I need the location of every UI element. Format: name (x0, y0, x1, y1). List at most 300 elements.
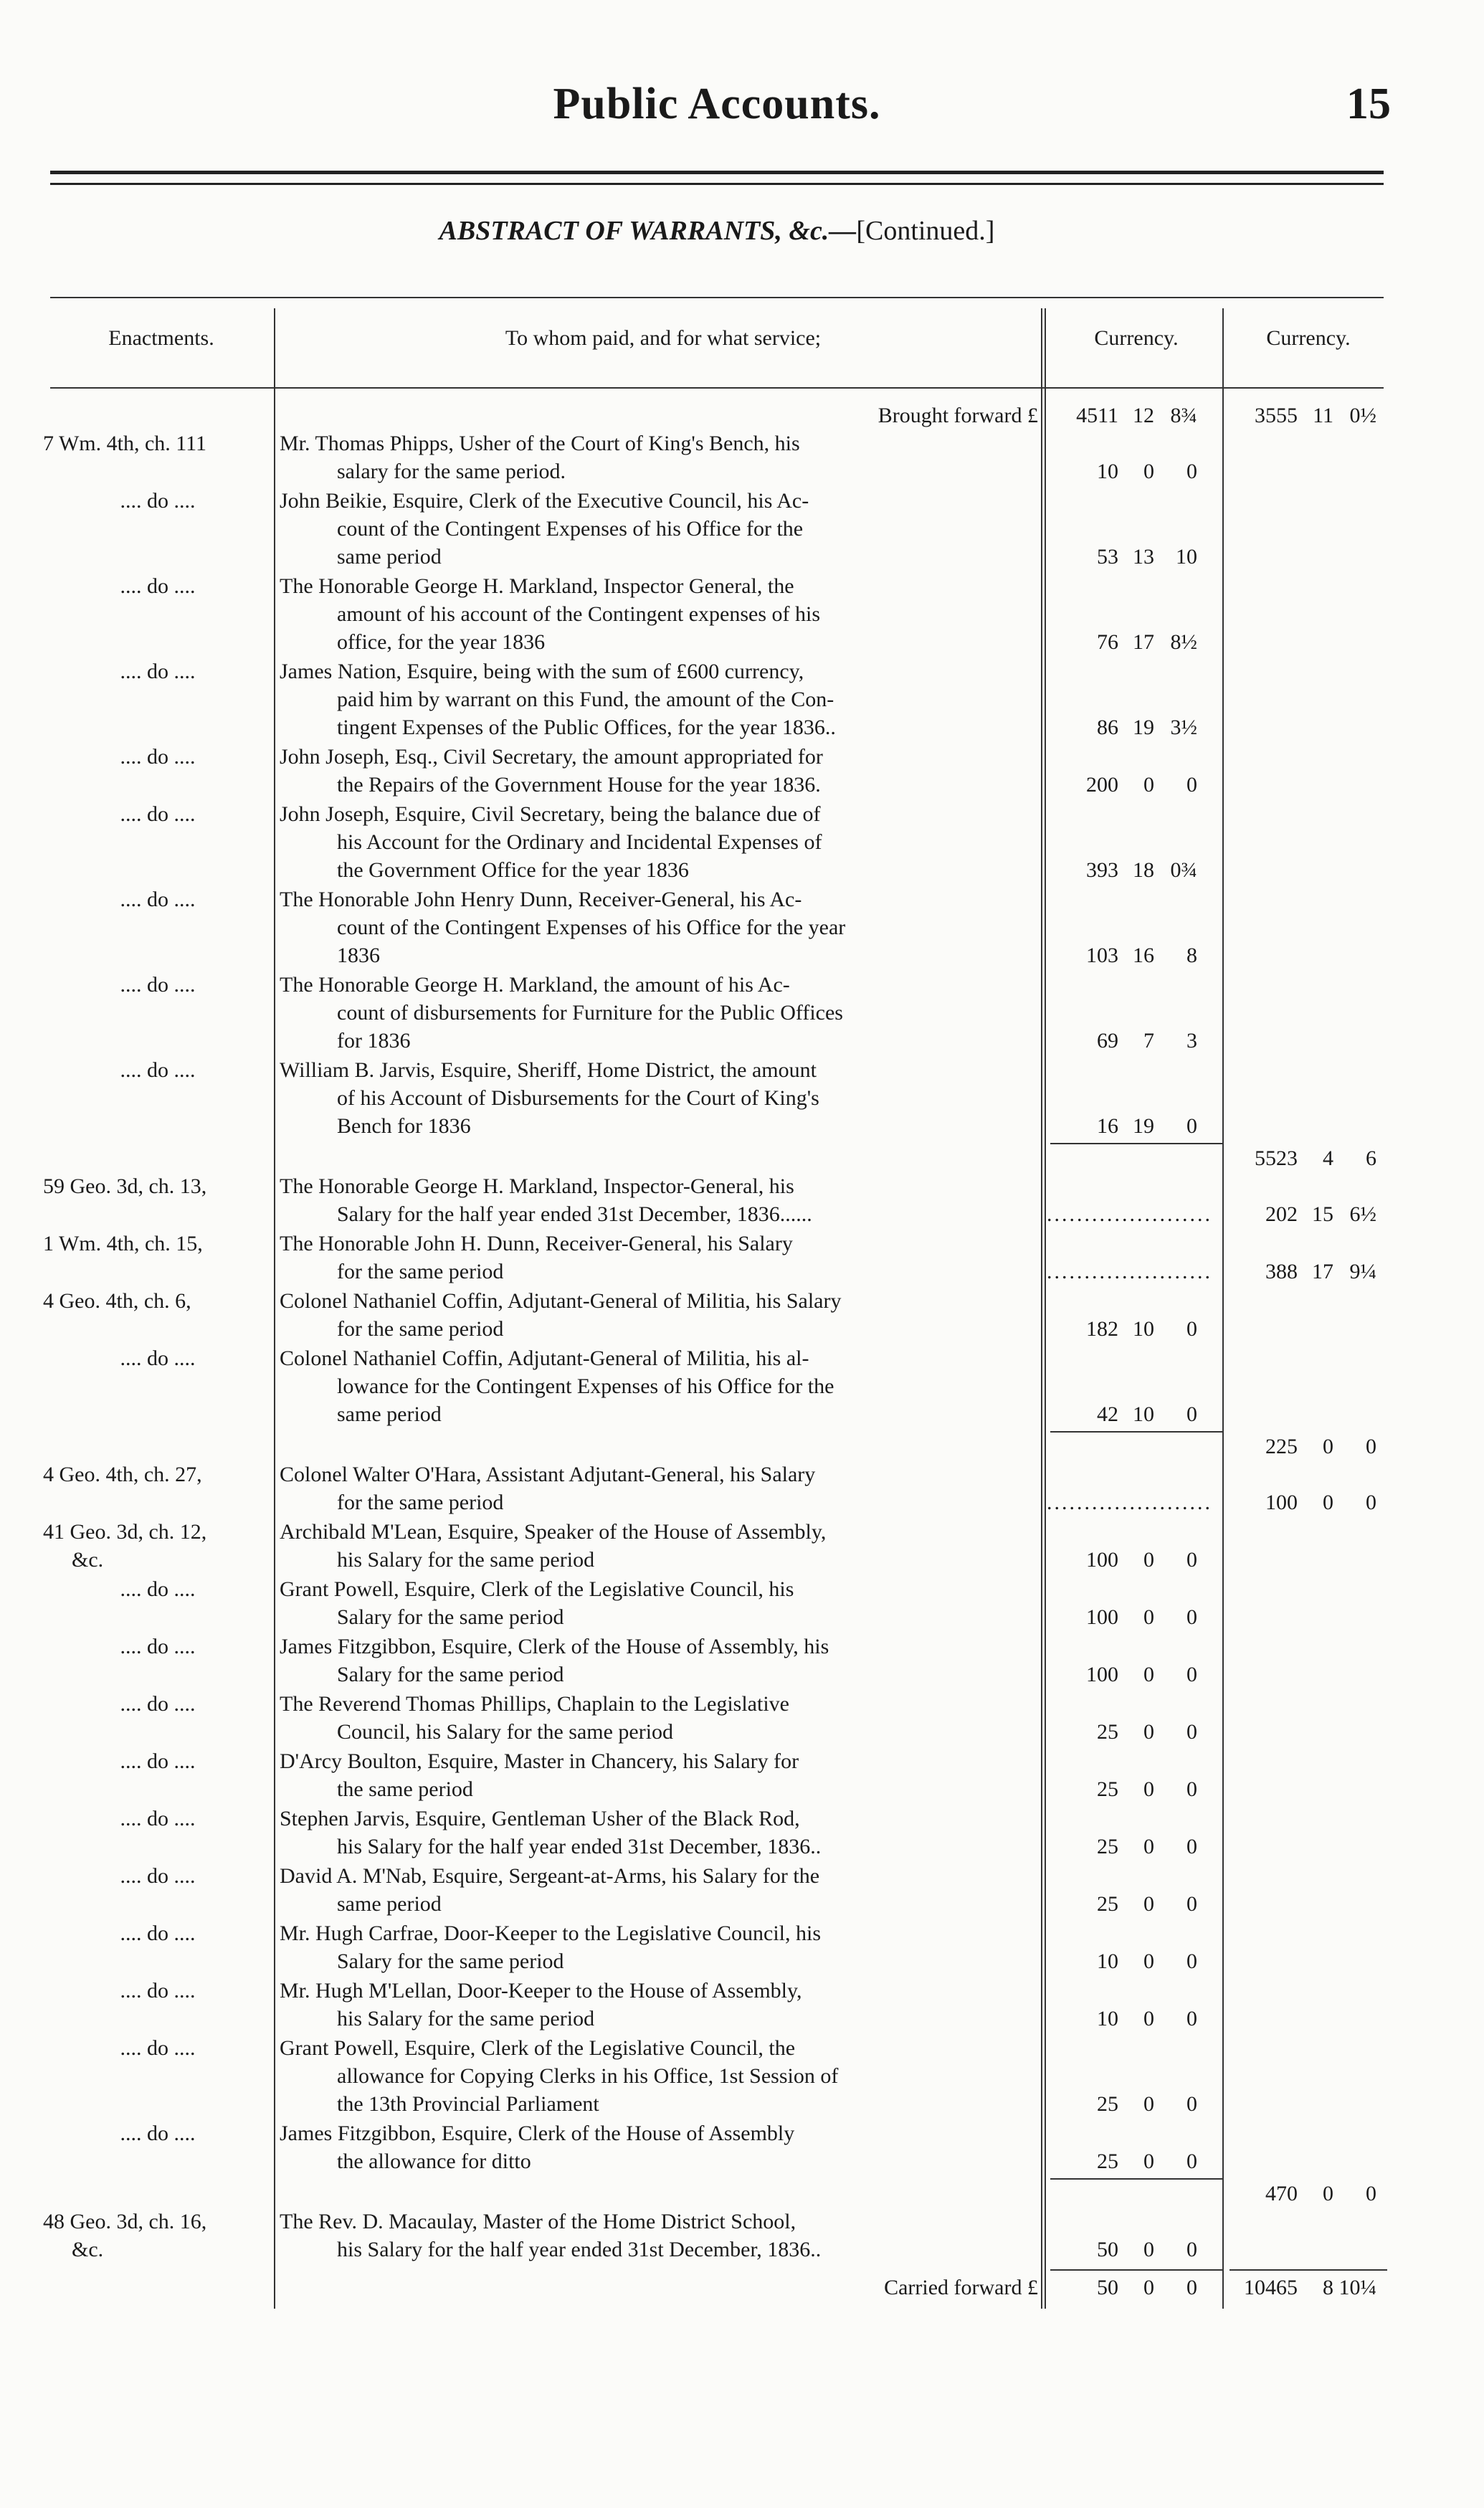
amount-pounds: 10465 (1244, 2276, 1298, 2299)
description-line: The Honorable John Henry Dunn, Receiver-General, his Ac- (280, 888, 802, 911)
amount (1226, 2276, 1376, 2299)
description-line: The Honorable George H. Markland, the amount of his Ac- (280, 973, 790, 997)
amount-shillings: 13 (1133, 545, 1154, 569)
amount-pence: 9¼ (1349, 1260, 1376, 1283)
entry-description (280, 1172, 1038, 1228)
amount-currency-1 (1047, 1603, 1219, 1631)
description-line: same period (337, 1892, 442, 1916)
amount-pence: 0 (1186, 2150, 1197, 2173)
column-rule-desc-a (1041, 308, 1042, 2309)
description-line: the same period (337, 1777, 473, 1801)
amount-pounds: 3555 (1255, 404, 1298, 427)
amount (1047, 1949, 1197, 1973)
amount (1047, 1835, 1197, 1858)
description-line: D'Arcy Boulton, Esquire, Master in Chancery, his Salary for (280, 1749, 799, 1773)
description-line: allowance for Copying Clerks in his Office, 1st Session of (337, 2064, 839, 2088)
description-line: Grant Powell, Esquire, Clerk of the Legislative Council, his (280, 1577, 794, 1601)
amount-pence: 8½ (1170, 630, 1197, 654)
description-line: Salary for the same period (337, 1663, 564, 1686)
amount-pounds: 10 (1097, 2007, 1118, 2030)
amount-shillings: 0 (1143, 1605, 1154, 1629)
description-line: his Salary for the same period (337, 2007, 595, 2030)
amount-pence: 0 (1186, 1720, 1197, 1744)
amount-currency-2 (1226, 1488, 1391, 1516)
amount-shillings: 11 (1313, 404, 1333, 427)
amount (1047, 716, 1197, 739)
subtotal-rule (1050, 1143, 1222, 1144)
amount-shillings: 0 (1143, 2238, 1154, 2261)
description-line: Stephen Jarvis, Esquire, Gentleman Usher of the Black Rod, (280, 1807, 800, 1830)
amount-currency-1 (1047, 856, 1219, 884)
amount-placeholder-dots: ...................... (1047, 1260, 1212, 1283)
amount-currency-1 (1047, 1661, 1219, 1688)
column-header-currency1: Currency. (1094, 326, 1179, 350)
entry-description (280, 1287, 1038, 1343)
amount-shillings: 0 (1143, 1835, 1154, 1858)
entry-description (280, 1862, 1038, 1918)
brought-forward-amount-1 (1047, 402, 1219, 429)
amount-shillings: 0 (1143, 1720, 1154, 1744)
description-line: The Reverend Thomas Phillips, Chaplain to the Legislative (280, 1692, 789, 1716)
description-line: same period (337, 1402, 442, 1426)
amount (1047, 858, 1197, 882)
amount-pounds: 53 (1097, 545, 1118, 569)
description-line: the 13th Provincial Parliament (337, 2092, 599, 2116)
amount-pounds: 10 (1097, 1949, 1118, 1973)
amount-pounds: 225 (1265, 1435, 1298, 1458)
amount-shillings: 0 (1143, 1548, 1154, 1572)
amount-pounds: 5523 (1255, 1146, 1298, 1170)
amount-shillings: 0 (1323, 1491, 1333, 1514)
amount-currency-1 (1047, 1400, 1219, 1428)
amount-currency-1 (1047, 457, 1219, 485)
amount-shillings: 19 (1133, 716, 1154, 739)
section-title-continued: [Continued.] (856, 216, 995, 246)
amount-pence: 10¼ (1338, 2276, 1376, 2299)
description-line: for the same period (337, 1491, 504, 1514)
amount-pounds: 200 (1086, 773, 1118, 797)
amount-pence: 0½ (1349, 404, 1376, 427)
enactment-reference-cont: &c. (72, 1548, 104, 1572)
entry-description (280, 800, 1038, 884)
amount-pounds: 4511 (1076, 404, 1118, 427)
description-line: count of disbursements for Furniture for the Public Offices (337, 1001, 843, 1025)
description-line: his Salary for the same period (337, 1548, 595, 1572)
amount-pence: 0 (1186, 1663, 1197, 1686)
entry-description (280, 1977, 1038, 2033)
amount-pounds: 16 (1097, 1114, 1118, 1138)
amount-pounds: 202 (1265, 1202, 1298, 1226)
amount-currency-1 (1047, 1833, 1219, 1861)
amount (1047, 773, 1197, 797)
enactment-reference: 59 Geo. 3d, ch. 13, (43, 1174, 207, 1198)
page-title: Public Accounts. (553, 80, 881, 128)
amount-pence: 0 (1186, 2092, 1197, 2116)
column-rule-desc-b (1045, 308, 1046, 2309)
amount-pounds: 393 (1086, 858, 1118, 882)
subtotal-amount (1226, 2180, 1391, 2208)
enactment-ditto: .... do .... (120, 2036, 196, 2060)
amount-shillings: 15 (1312, 1202, 1333, 1226)
amount (1226, 2182, 1376, 2205)
amount-currency-1 (1047, 2090, 1219, 2118)
amount-pence: 0 (1186, 1777, 1197, 1801)
amount-shillings: 0 (1143, 2276, 1154, 2299)
amount-shillings: 0 (1143, 1949, 1154, 1973)
amount-shillings: 10 (1133, 1402, 1154, 1426)
amount-currency-1 (1047, 1718, 1219, 1746)
description-line: William B. Jarvis, Esquire, Sheriff, Home District, the amount (280, 1058, 817, 1082)
amount-currency-1 (1047, 1546, 1219, 1574)
amount-shillings: 19 (1133, 1114, 1154, 1138)
subtotal-amount (1226, 1433, 1391, 1460)
amount (1226, 1491, 1376, 1514)
amount-pence: 0 (1186, 1402, 1197, 1426)
column-rule-enact (274, 308, 275, 2309)
amount-shillings: 0 (1143, 2150, 1154, 2173)
column-header-currency2: Currency. (1266, 326, 1351, 350)
enactment-reference: 4 Geo. 4th, ch. 27, (43, 1463, 202, 1486)
enactment-ditto: .... do .... (120, 1807, 196, 1830)
amount-placeholder-dots: ...................... (1047, 1202, 1212, 1226)
description-line: Bench for 1836 (337, 1114, 471, 1138)
amount (1047, 1663, 1197, 1686)
description-line: amount of his account of the Contingent expenses of his (337, 602, 821, 626)
description-line: The Honorable George H. Markland, Inspector General, the (280, 574, 794, 598)
amount-shillings: 0 (1143, 1892, 1154, 1916)
carried-rule-1 (1050, 2269, 1222, 2271)
amount (1047, 944, 1197, 967)
amount-pounds: 10 (1097, 460, 1118, 483)
header-rule (50, 171, 1384, 185)
entry-description (280, 487, 1038, 571)
amount-currency-2 (1226, 1200, 1391, 1228)
enactment-ditto: .... do .... (120, 1922, 196, 1945)
amount-shillings: 4 (1323, 1146, 1333, 1170)
amount-currency-2 (1226, 1258, 1391, 1286)
entry-description (280, 429, 1038, 485)
description-line: the Government Office for the year 1836 (337, 858, 689, 882)
amount-pounds: 50 (1097, 2276, 1118, 2299)
description-line: John Beikie, Esquire, Clerk of the Executive Council, his Ac- (280, 489, 809, 513)
amount-shillings: 0 (1143, 460, 1154, 483)
amount-pounds: 25 (1097, 1777, 1118, 1801)
description-line: Archibald M'Lean, Esquire, Speaker of the House of Assembly, (280, 1520, 827, 1544)
description-line: James Fitzgibbon, Esquire, Clerk of the House of Assembly (280, 2122, 795, 2145)
carried-forward-amount-1 (1047, 2274, 1219, 2302)
enactment-ditto: .... do .... (120, 1346, 196, 1370)
description-line: The Rev. D. Macaulay, Master of the Home District School, (280, 2210, 796, 2233)
description-line: count of the Contingent Expenses of his Office for the (337, 517, 804, 541)
entry-description (280, 1230, 1038, 1286)
description-line: Council, his Salary for the same period (337, 1720, 674, 1744)
subtotal-rule (1050, 1431, 1222, 1433)
enactment-reference: 1 Wm. 4th, ch. 15, (43, 1232, 203, 1255)
amount-shillings: 7 (1143, 1029, 1154, 1053)
description-line: James Fitzgibbon, Esquire, Clerk of the House of Assembly, his (280, 1635, 829, 1658)
column-rule-amt (1222, 308, 1224, 2309)
description-line: James Nation, Esquire, being with the sum of £600 currency, (280, 660, 804, 683)
amount-pence: 0 (1186, 773, 1197, 797)
amount-shillings: 0 (1143, 1777, 1154, 1801)
amount-shillings: 17 (1312, 1260, 1333, 1283)
amount-currency-1 (1047, 1890, 1219, 1918)
amount (1047, 545, 1197, 569)
page-header (43, 79, 1391, 136)
section-title-main: ABSTRACT OF WARRANTS, &c.— (439, 216, 857, 246)
amount-pence: 0 (1186, 460, 1197, 483)
amount-shillings: 0 (1143, 1663, 1154, 1686)
amount-currency-1 (1047, 2236, 1219, 2264)
enactment-ditto: .... do .... (120, 660, 196, 683)
amount-pounds: 86 (1097, 716, 1118, 739)
amount-currency-1 (1047, 1947, 1219, 1975)
enactment-ditto: .... do .... (120, 888, 196, 911)
description-line: John Joseph, Esquire, Civil Secretary, being the balance due of (280, 802, 821, 826)
entry-description (280, 1344, 1038, 1428)
carried-rule-2 (1229, 2269, 1387, 2271)
amount (1047, 1029, 1197, 1053)
amount-currency-1 (1047, 543, 1219, 571)
description-line: The Honorable John H. Dunn, Receiver-General, his Salary (280, 1232, 793, 1255)
amount-pounds: 76 (1097, 630, 1118, 654)
description-line: paid him by warrant on this Fund, the amount of the Con- (337, 688, 834, 711)
description-line: Mr. Hugh M'Lellan, Door-Keeper to the House of Assembly, (280, 1979, 802, 2003)
amount-pence: 0 (1186, 2007, 1197, 2030)
amount-pence: 0 (1186, 2276, 1197, 2299)
entry-description (280, 1518, 1038, 1574)
description-line: his Salary for the half year ended 31st December, 1836.. (337, 2238, 822, 2261)
description-line: Colonel Walter O'Hara, Assistant Adjutant-General, his Salary (280, 1463, 816, 1486)
amount (1047, 2276, 1197, 2299)
enactment-ditto: .... do .... (120, 1577, 196, 1601)
enactment-reference: 4 Geo. 4th, ch. 6, (43, 1289, 191, 1313)
amount (1047, 1777, 1197, 1801)
amount-shillings: 18 (1133, 858, 1154, 882)
description-line: Mr. Hugh Carfrae, Door-Keeper to the Legislative Council, his (280, 1922, 822, 1945)
entry-description (280, 743, 1038, 799)
amount-currency-1 (1047, 1315, 1219, 1343)
entry-description (280, 1056, 1038, 1140)
amount-pence: 0 (1186, 1317, 1197, 1341)
amount-pounds: 25 (1097, 2150, 1118, 2173)
table-top-rule (50, 297, 1384, 298)
column-header-description: To whom paid, and for what service; (505, 326, 822, 350)
amount-shillings: 0 (1323, 2182, 1333, 2205)
amount (1226, 404, 1376, 427)
enactment-ditto: .... do .... (120, 973, 196, 997)
entry-description (280, 1633, 1038, 1688)
amount (1047, 2092, 1197, 2116)
amount-currency-1 (1047, 1027, 1219, 1055)
description-line: office, for the year 1836 (337, 630, 546, 654)
description-line: the Repairs of the Government House for the year 1836. (337, 773, 821, 797)
amount-pounds: 25 (1097, 2092, 1118, 2116)
enactment-ditto: .... do .... (120, 802, 196, 826)
amount-pence: 0 (1186, 2238, 1197, 2261)
amount-pence: 0¾ (1170, 858, 1197, 882)
amount (1226, 1146, 1376, 1170)
enactment-ditto: .... do .... (120, 574, 196, 598)
amount-pounds: 25 (1097, 1720, 1118, 1744)
amount-shillings: 17 (1133, 630, 1154, 654)
amount (1047, 2238, 1197, 2261)
entry-description (280, 885, 1038, 969)
entry-description (280, 2034, 1038, 2118)
amount-pence: 3½ (1170, 716, 1197, 739)
enactment-reference: 41 Geo. 3d, ch. 12, (43, 1520, 207, 1544)
amount-pence: 0 (1366, 1491, 1376, 1514)
amount-currency-1 (1047, 713, 1219, 741)
enactment-ditto: .... do .... (120, 1635, 196, 1658)
amount-shillings: 0 (1143, 773, 1154, 797)
amount (1047, 1605, 1197, 1629)
amount-pence: 0 (1186, 1949, 1197, 1973)
amount-pounds: 470 (1265, 2182, 1298, 2205)
amount-shillings: 0 (1143, 2007, 1154, 2030)
amount-currency-1 (1047, 2005, 1219, 2033)
amount-pounds: 100 (1265, 1491, 1298, 1514)
amount-currency-1 (1047, 941, 1219, 969)
description-line: Salary for the half year ended 31st December, 1836...... (337, 1202, 812, 1226)
amount (1047, 1402, 1197, 1426)
description-line: tingent Expenses of the Public Offices, for the year 1836.. (337, 716, 836, 739)
description-line: Salary for the same period (337, 1949, 564, 1973)
entry-description (280, 2119, 1038, 2175)
amount-currency-1 (1047, 2147, 1219, 2175)
amount (1047, 404, 1197, 427)
amount (1047, 1892, 1197, 1916)
description-line: same period (337, 545, 442, 569)
description-line: lowance for the Contingent Expenses of his Office for the (337, 1374, 834, 1398)
description-line: Colonel Nathaniel Coffin, Adjutant-General of Militia, his al- (280, 1346, 809, 1370)
page-number: 15 (1346, 80, 1391, 128)
column-header-enactments: Enactments. (108, 326, 214, 350)
amount-placeholder-dots: ...................... (1047, 1491, 1212, 1514)
amount-pounds: 25 (1097, 1892, 1118, 1916)
enactment-ditto: .... do .... (120, 1058, 196, 1082)
subtotal-amount (1226, 1144, 1391, 1172)
enactment-ditto: .... do .... (120, 489, 196, 513)
description-line: for the same period (337, 1317, 504, 1341)
enactment-ditto: .... do .... (120, 745, 196, 769)
description-line: Colonel Nathaniel Coffin, Adjutant-General of Militia, his Salary (280, 1289, 842, 1313)
amount-pence: 0 (1186, 1605, 1197, 1629)
amount-currency-1 (1047, 771, 1219, 799)
amount-shillings: 0 (1323, 1435, 1333, 1458)
amount-pounds: 42 (1097, 1402, 1118, 1426)
amount-pounds: 50 (1097, 2238, 1118, 2261)
amount-currency-1 (1047, 1775, 1219, 1803)
amount-pence: 0 (1366, 2182, 1376, 2205)
enactment-ditto: .... do .... (120, 1864, 196, 1888)
amount-pence: 8¾ (1170, 404, 1197, 427)
entry-description (280, 1690, 1038, 1746)
amount (1047, 2150, 1197, 2173)
entry-description (280, 1919, 1038, 1975)
enactment-ditto: .... do .... (120, 2122, 196, 2145)
amount (1226, 1260, 1376, 1283)
amount (1047, 1114, 1197, 1138)
amount-currency-1 (1047, 628, 1219, 656)
description-line: count of the Contingent Expenses of his Office for the year (337, 916, 846, 939)
description-line: salary for the same period. (337, 460, 566, 483)
amount-pounds: 182 (1086, 1317, 1118, 1341)
amount-pounds: 25 (1097, 1835, 1118, 1858)
amount (1047, 630, 1197, 654)
amount-pence: 0 (1366, 1435, 1376, 1458)
description-line: Salary for the same period (337, 1605, 564, 1629)
description-line: 1836 (337, 944, 380, 967)
amount (1047, 1720, 1197, 1744)
amount-pounds: 100 (1086, 1548, 1118, 1572)
entry-description (280, 2208, 1038, 2264)
amount-pounds: 69 (1097, 1029, 1118, 1053)
amount-pounds: 388 (1265, 1260, 1298, 1283)
entry-description (280, 971, 1038, 1055)
amount-pence: 6½ (1349, 1202, 1376, 1226)
description-line: of his Account of Disbursements for the Court of King's (337, 1086, 819, 1110)
amount-pounds: 100 (1086, 1663, 1118, 1686)
description-line: his Account for the Ordinary and Incidental Expenses of (337, 830, 822, 854)
amount-pounds: 100 (1086, 1605, 1118, 1629)
enactment-reference-cont: &c. (72, 2238, 104, 2261)
amount-shillings: 0 (1143, 2092, 1154, 2116)
description-line: Grant Powell, Esquire, Clerk of the Legislative Council, the (280, 2036, 796, 2060)
description-line: the allowance for ditto (337, 2150, 531, 2173)
entry-description (280, 572, 1038, 656)
amount-shillings: 12 (1133, 404, 1154, 427)
enactment-ditto: .... do .... (120, 1749, 196, 1773)
amount-shillings: 16 (1133, 944, 1154, 967)
table-head-rule (50, 387, 1384, 389)
page (43, 0, 1391, 2508)
amount (1226, 1202, 1376, 1226)
brought-forward-amount-2 (1226, 402, 1391, 429)
description-line: Mr. Thomas Phipps, Usher of the Court of King's Bench, his (280, 432, 800, 455)
subtotal-rule (1050, 2178, 1222, 2180)
amount-pounds: 103 (1086, 944, 1118, 967)
enactment-ditto: .... do .... (120, 1979, 196, 2003)
amount-shillings: 8 (1323, 2276, 1333, 2299)
description-line: David A. M'Nab, Esquire, Sergeant-at-Arms, his Salary for the (280, 1864, 820, 1888)
amount-pence: 6 (1366, 1146, 1376, 1170)
amount-pence: 0 (1186, 1835, 1197, 1858)
entry-description (280, 1575, 1038, 1631)
carried-forward-label: Carried forward £ (884, 2276, 1038, 2299)
description-line: The Honorable George H. Markland, Inspector-General, his (280, 1174, 794, 1198)
amount-pence: 3 (1186, 1029, 1197, 1053)
enactment-reference: 48 Geo. 3d, ch. 16, (43, 2210, 207, 2233)
brought-forward-label: Brought forward £ (877, 404, 1038, 427)
amount-pence: 0 (1186, 1548, 1197, 1572)
entry-description (280, 1747, 1038, 1803)
entry-description (280, 1460, 1038, 1516)
carried-forward-amount-2 (1226, 2274, 1391, 2302)
amount-currency-1 (1047, 1112, 1219, 1140)
amount (1047, 1548, 1197, 1572)
description-line: for the same period (337, 1260, 504, 1283)
enactment-ditto: .... do .... (120, 1692, 196, 1716)
amount (1047, 2007, 1197, 2030)
enactment-reference: 7 Wm. 4th, ch. 111 (43, 432, 207, 455)
section-title (43, 215, 1391, 247)
description-line: for 1836 (337, 1029, 411, 1053)
amount (1047, 460, 1197, 483)
description-line: John Joseph, Esq., Civil Secretary, the amount appropriated for (280, 745, 823, 769)
amount-pence: 10 (1176, 545, 1197, 569)
amount-pence: 0 (1186, 1114, 1197, 1138)
